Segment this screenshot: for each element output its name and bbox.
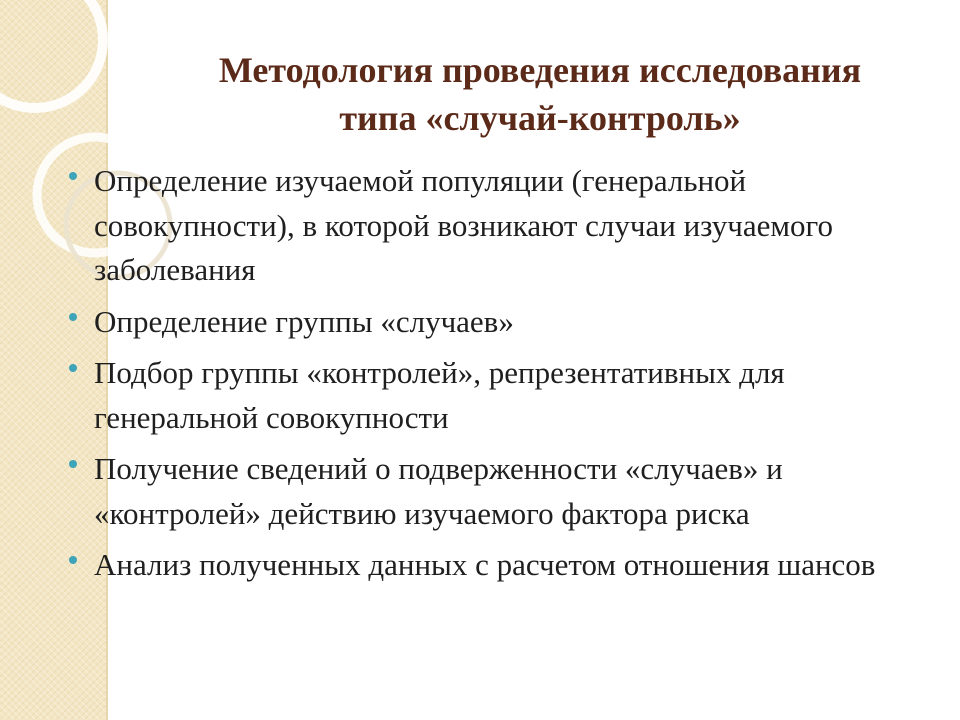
bullet-item — [66, 159, 936, 293]
bullet-item — [66, 300, 936, 345]
bullet-dot-icon — [69, 556, 77, 564]
bullet-item — [66, 543, 936, 588]
bullet-dot-icon — [69, 364, 77, 372]
bullet-text: Определение группы «случаев» — [94, 303, 514, 339]
bullet-text: Определение изучаемой популяции (генеральной совокупности), в которой возникают случаи изучаемого заболевания — [94, 163, 833, 287]
bullet-dot-icon — [69, 172, 77, 180]
bullet-dot-icon — [69, 460, 77, 468]
bullet-item — [66, 351, 936, 440]
slide-title-line-1: Методология проведения исследования — [218, 50, 862, 90]
bullet-list — [66, 159, 936, 595]
slide-title-line-2: типа «случай-контроль» — [339, 98, 741, 138]
bullet-text: Подбор группы «контролей», репрезентативных для генеральной совокупности — [94, 355, 785, 435]
bullet-text: Анализ полученных данных с расчетом отношения шансов — [94, 547, 876, 582]
slide-title — [150, 46, 930, 142]
bullet-text: Получение сведений о подверженности «случаев» и «контролей» действию изучаемого фактора риска — [94, 451, 783, 531]
bullet-item — [66, 447, 936, 536]
bullet-dot-icon — [69, 313, 77, 321]
